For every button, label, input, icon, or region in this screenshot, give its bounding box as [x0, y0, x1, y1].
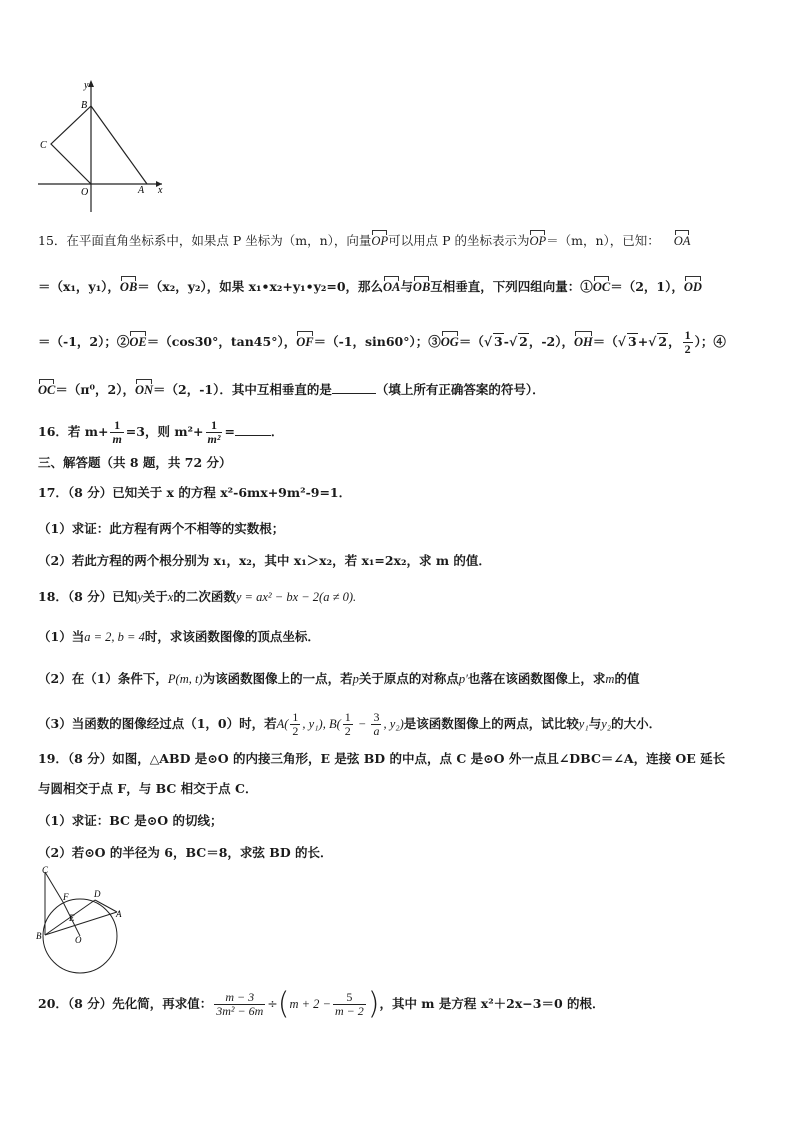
q18-part-1: （1）当a = 2, b = 4时，求该函数图像的顶点坐标．: [38, 629, 320, 644]
vector-oe: OE: [129, 335, 147, 349]
label-b: B: [81, 100, 88, 111]
fraction-one-half: $\frac{1}{2}$: [684, 328, 691, 356]
fraction-1-over-m2: $\frac{1}{\text{m²}}$: [207, 418, 221, 446]
q19-line-2: 与圆相交于点 F，与 BC 相交于点 C．: [38, 781, 258, 796]
q15-line-2: ＝（x₁，y₁），OB＝（x₂，y₂），如果 x₁•x₂+y₁•y₂=0，那么OA与OB互相垂直，下列四组向量：①OC＝（2，1），OD: [38, 279, 702, 294]
label-c: C: [40, 140, 47, 151]
fraction-q20-left: $\frac{m - 3}{\text{3m² − 6m}}$: [216, 990, 264, 1018]
q15-line-3: ＝（-1，2）；②OE＝（cos30°，tan45°），OF＝（-1，sin60°）；③OG＝（√ 3-√ 2，-2），OH＝（√ 3+√ 2， $\frac{1}{2}$ ）；④: [38, 328, 726, 356]
label-d: D: [94, 889, 101, 899]
q18-stem: 18．（8 分）已知y关于x的二次函数y = ax² − bx − 2(a ≠ 0).: [38, 589, 357, 604]
vector-oa-2: OA: [383, 280, 401, 294]
q19-line-1: 19．（8 分）如图，△ABD 是⊙O 的内接三角形，E 是弦 BD 的中点，点 C 是⊙O 外一点且∠DBC＝∠A，连接 OE 延长: [38, 751, 726, 766]
q18-part-3: （3）当函数的图像经过点（1，0）时，若A( $\frac{1}{2}$ , y₁), B( $\frac{1}{2}$ − $\frac{3}{a}$ , y₂)是该函数图像上的两点，试比较y₁与y₂的大小．: [38, 710, 662, 738]
fraction-a-x: $\frac{1}{2}$: [292, 710, 299, 738]
q16-line: 16．若 m+ $\frac{1}{m}$ =3，则 m²+ $\frac{1}{\text{m²}}$ = ．: [38, 418, 284, 446]
q15-line-1: 15．在平面直角坐标系中，如果点 P 坐标为（m，n），向量OP可以用点 P 的坐标表示为OP＝（m，n），已知： OA: [38, 233, 691, 248]
answer-blank-q15: [332, 381, 376, 394]
figure-circle-tangent: [34, 862, 134, 974]
vector-of: OF: [296, 335, 314, 349]
q20-line: 20．（8 分）先化简，再求值： $\frac{m - 3}{\text{3m² − 6m}}$ ÷(m + 2 − $\frac{5}{m - 2}$ )，其中 m 是方程 x²＋2x−3＝0 的根．: [38, 986, 605, 1022]
q17-part-2: （2）若此方程的两个根分别为 x₁，x₂，其中 x₁＞x₂，若 x₁=2x₂，求 m 的值．: [38, 553, 491, 568]
q17-stem: 17．（8 分）已知关于 x 的方程 x²-6mx+9m²-9=1．: [38, 485, 352, 500]
label-a: A: [138, 185, 145, 196]
fraction-b-x2: $\frac{3}{a}$: [373, 710, 380, 738]
q17-part-1: （1）求证：此方程有两个不相等的实数根；: [38, 521, 285, 536]
label-c-2: C: [42, 865, 49, 875]
vector-oc-2: OC: [38, 383, 56, 397]
q18-part-2: （2）在（1）条件下，P(m, t)为该函数图像上的一点，若p关于原点的对称点p′也落在该函数图像上，求m的值: [38, 671, 640, 686]
vector-ob: OB: [119, 280, 138, 294]
q19-part-1: （1）求证：BC 是⊙O 的切线；: [38, 813, 223, 828]
label-f: F: [63, 892, 69, 902]
q19-part-2: （2）若⊙O 的半径为 6，BC＝8，求弦 BD 的长．: [38, 845, 333, 860]
label-o: O: [81, 187, 89, 198]
vector-oh: OH: [574, 335, 593, 349]
vector-on: ON: [134, 383, 154, 397]
section-heading: 三、解答题（共 8 题，共 72 分）: [38, 455, 232, 470]
label-a-2: A: [116, 909, 122, 919]
vector-od: OD: [683, 280, 702, 294]
q15-line-4: OC＝（π⁰，2），ON＝（2，-1）．其中互相垂直的是 （填上所有正确答案的符号）．: [38, 382, 545, 397]
vector-op-2: OP: [529, 234, 547, 248]
label-b-2: B: [36, 931, 42, 941]
label-e: E: [69, 913, 75, 923]
vector-oc: OC: [592, 280, 611, 294]
answer-blank-q16: [235, 423, 271, 436]
fraction-q20-inner: $\frac{5}{m - 2}$: [334, 990, 364, 1018]
fraction-1-over-m: $\frac{1}{m}$: [112, 418, 122, 446]
vector-ob-2: OB: [412, 280, 431, 294]
fraction-b-x1: $\frac{1}{2}$: [344, 710, 351, 738]
figure-coordinate-quadrilateral: [34, 76, 174, 216]
quadratic-expression: y = ax² − bx − 2(a ≠ 0).: [235, 590, 357, 604]
label-x: x: [158, 185, 163, 196]
vector-og: OG: [440, 335, 459, 349]
vector-op: OP: [371, 234, 389, 248]
label-o-2: O: [75, 935, 82, 945]
vector-oa: OA: [673, 234, 691, 248]
label-y: y: [84, 80, 89, 91]
